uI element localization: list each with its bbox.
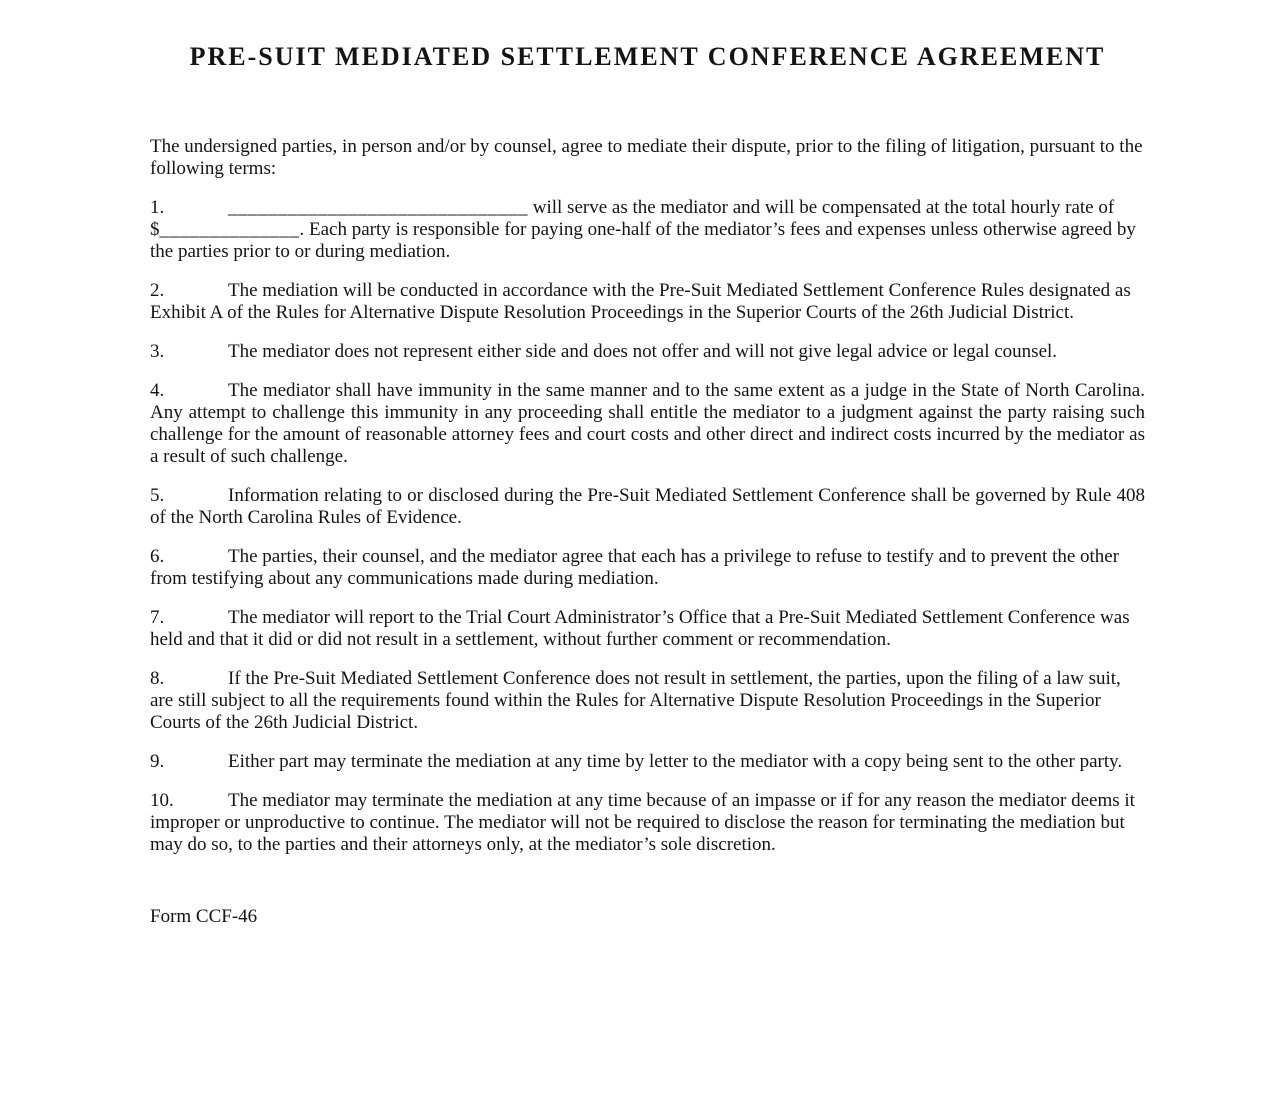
clause-9-text: Either part may terminate the mediation at any time by letter to the mediator with a copy being sent to the other party. xyxy=(228,751,1123,772)
clause-9-number: 9. xyxy=(150,751,165,772)
clause-8 xyxy=(150,668,1145,734)
clause-4-text: The mediator shall have immunity in the same manner and to the same extent as a judge in the State of North Carolina. Any attempt to challenge this immunity in any proceeding shall entitle the mediator to a judgment against the party raising such challenge for the amount of reasonable attorney fees and court costs and other direct and indirect costs incurred by the mediator as a result of such challenge. xyxy=(150,380,1145,467)
clause-6 xyxy=(150,546,1145,590)
clause-5-text: Information relating to or disclosed during the Pre-Suit Mediated Settlement Conference shall be governed by Rule 408 of the North Carolina Rules of Evidence. xyxy=(150,485,1145,528)
clause-2-text: The mediation will be conducted in accordance with the Pre-Suit Mediated Settlement Conference Rules designated as Exhibit A of the Rules for Alternative Dispute Resolution Proceedings in the Superior Courts of the 26th Judicial District. xyxy=(150,280,1131,323)
clause-5-number: 5. xyxy=(150,485,165,506)
clause-2 xyxy=(150,280,1145,324)
clause-2-number: 2. xyxy=(150,280,165,301)
clause-5 xyxy=(150,485,1145,529)
clause-3-text: The mediator does not represent either side and does not offer and will not give legal advice or legal counsel. xyxy=(228,341,1058,362)
clause-6-number: 6. xyxy=(150,546,165,567)
intro-paragraph: The undersigned parties, in person and/or by counsel, agree to mediate their dispute, prior to the filing of litigation, pursuant to the following terms: xyxy=(150,136,1143,179)
clause-10-number: 10. xyxy=(150,790,174,811)
clause-8-number: 8. xyxy=(150,668,165,689)
form-number: Form CCF-46 xyxy=(150,906,258,927)
clause-3 xyxy=(150,341,1145,363)
clause-4-number: 4. xyxy=(150,380,165,401)
document-title: PRE-SUIT MEDIATED SETTLEMENT CONFERENCE AGREEMENT xyxy=(189,42,1106,71)
clause-1-text-b: . Each party is responsible for paying one-half of the mediator’s fees and expenses unless otherwise agreed by the parties prior to or during mediation. xyxy=(150,219,1136,262)
hourly-rate-blank: ______________ xyxy=(159,219,300,240)
mediator-name-blank: ______________________________ xyxy=(228,197,528,218)
clause-10 xyxy=(150,790,1145,856)
clause-1 xyxy=(150,197,1145,263)
clause-9 xyxy=(150,751,1145,773)
clause-6-text: The parties, their counsel, and the mediator agree that each has a privilege to refuse to testify and to prevent the other from testifying about any communications made during mediation. xyxy=(150,546,1120,589)
clause-7-number: 7. xyxy=(150,607,165,628)
clause-3-number: 3. xyxy=(150,341,165,362)
clause-8-text: If the Pre-Suit Mediated Settlement Conference does not result in settlement, the parties, upon the filing of a law suit, are still subject to all the requirements found within the Rules for Alternative Dispute Resolution Proceedings in the Superior Courts of the 26th Judicial District. xyxy=(150,668,1121,733)
clause-4 xyxy=(150,380,1145,468)
clause-10-text: The mediator may terminate the mediation at any time because of an impasse or if for any reason the mediator deems it improper or unproductive to continue. The mediator will not be required to disclose the reason for terminating the mediation but may do so, to the parties and their attorneys only, at the mediator’s sole discretion. xyxy=(150,790,1135,855)
clause-7-text: The mediator will report to the Trial Court Administrator’s Office that a Pre-Suit Mediated Settlement Conference was held and that it did or did not result in a settlement, without further comment or recommendation. xyxy=(150,607,1130,650)
clause-1-number: 1. xyxy=(150,197,165,218)
clause-1-text-a: will serve as the mediator and will be compensated at the total hourly rate of $ xyxy=(150,197,1115,240)
clause-7 xyxy=(150,607,1145,651)
